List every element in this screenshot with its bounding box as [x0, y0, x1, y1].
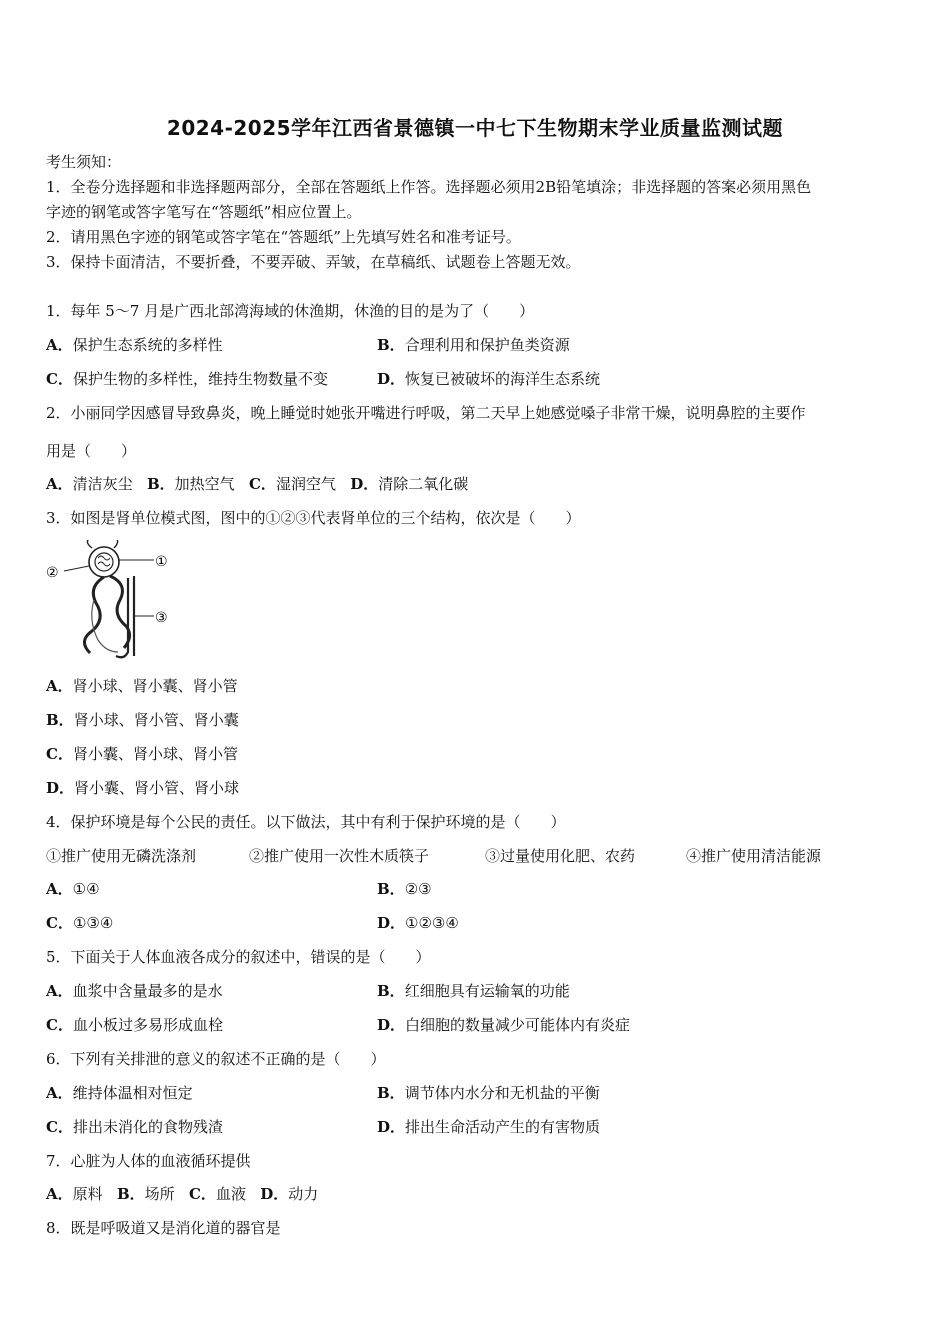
- q5-option-d: D．白细胞的数量减少可能体内有炎症: [377, 1016, 631, 1034]
- question-8-stem: 8．既是呼吸道又是消化道的器官是: [46, 1219, 281, 1237]
- notice-item: 1．全卷分选择题和非选择题两部分，全部在答题纸上作答。选择题必须用2B铅笔填涂；非选择题的答案必须用黑色: [46, 178, 812, 196]
- question-3-stem: 3．如图是肾单位模式图，图中的①②③代表肾单位的三个结构，依次是（ ）: [46, 509, 581, 527]
- question-6-stem: 6．下列有关排泄的意义的叙述不正确的是（ ）: [46, 1050, 386, 1068]
- q4-option-b: B．②③: [377, 880, 432, 898]
- nephron-diagram: [44, 540, 174, 662]
- q6-option-a: A．维持体温相对恒定: [46, 1084, 193, 1102]
- q3-option-b: B．肾小球、肾小管、肾小囊: [46, 711, 239, 729]
- notice-item: 字迹的钢笔或答字笔写在“答题纸”相应位置上。: [46, 203, 362, 221]
- q4-option-c: C．①③④: [46, 914, 114, 932]
- q4-statement-2: ②推广使用一次性木质筷子: [249, 847, 430, 865]
- notice-heading: 考生须知：: [46, 153, 122, 171]
- q5-option-b: B．红细胞具有运输氧的功能: [377, 982, 570, 1000]
- question-2-stem: 2．小丽同学因感冒导致鼻炎，晚上睡觉时她张开嘴进行呼吸，第二天早上她感觉嗓子非常干燥，说明鼻腔的主要作: [46, 404, 806, 422]
- q3-option-c: C．肾小囊、肾小球、肾小管: [46, 745, 238, 763]
- diagram-label-3: ③: [155, 610, 168, 626]
- q5-option-a: A．血浆中含量最多的是水: [46, 982, 223, 1000]
- q6-option-b: B．调节体内水分和无机盐的平衡: [377, 1084, 600, 1102]
- q5-option-c: C．血小板过多易形成血栓: [46, 1016, 223, 1034]
- page-title: 2024-2025学年江西省景德镇一中七下生物期末学业质量监测试题: [166, 116, 784, 140]
- q2-options: A．清洁灰尘 B．加热空气 C．湿润空气 D．清除二氧化碳: [46, 475, 469, 493]
- notice-item: 2．请用黑色字迹的钢笔或答字笔在“答题纸”上先填写姓名和准考证号。: [46, 228, 521, 246]
- q4-option-a: A．①④: [46, 880, 100, 898]
- q1-option-a: A．保护生态系统的多样性: [46, 336, 223, 354]
- q1-option-b: B．合理利用和保护鱼类资源: [377, 336, 570, 354]
- q4-statement-4: ④推广使用清洁能源: [686, 847, 822, 865]
- q6-option-d: D．排出生命活动产生的有害物质: [377, 1118, 601, 1136]
- q6-option-c: C．排出未消化的食物残渣: [46, 1118, 223, 1136]
- q7-options: A．原料 B．场所 C．血液 D．动力: [46, 1185, 319, 1203]
- question-7-stem: 7．心脏为人体的血液循环提供: [46, 1152, 251, 1170]
- q3-option-a: A．肾小球、肾小囊、肾小管: [46, 677, 238, 695]
- q4-statement-1: ①推广使用无磷洗涤剂: [46, 847, 197, 865]
- q3-option-d: D．肾小囊、肾小管、肾小球: [46, 779, 240, 797]
- question-5-stem: 5．下面关于人体血液各成分的叙述中，错误的是（ ）: [46, 948, 431, 966]
- q4-option-d: D．①②③④: [377, 914, 459, 932]
- question-2-stem-cont: 用是（ ）: [46, 442, 137, 460]
- diagram-label-2: ②: [46, 565, 59, 581]
- q1-option-d: D．恢复已被破坏的海洋生态系统: [377, 370, 601, 388]
- q4-statement-3: ③过量使用化肥、农药: [485, 847, 636, 865]
- question-1-stem: 1．每年 5～7 月是广西北部湾海域的休渔期，休渔的目的是为了（ ）: [46, 302, 535, 320]
- notice-item: 3．保持卡面清洁，不要折叠，不要弄破、弄皱，在草稿纸、试题卷上答题无效。: [46, 253, 581, 271]
- q1-option-c: C．保护生物的多样性，维持生物数量不变: [46, 370, 328, 388]
- question-4-stem: 4．保护环境是每个公民的责任。以下做法，其中有利于保护环境的是（ ）: [46, 813, 566, 831]
- diagram-label-1: ①: [155, 554, 168, 570]
